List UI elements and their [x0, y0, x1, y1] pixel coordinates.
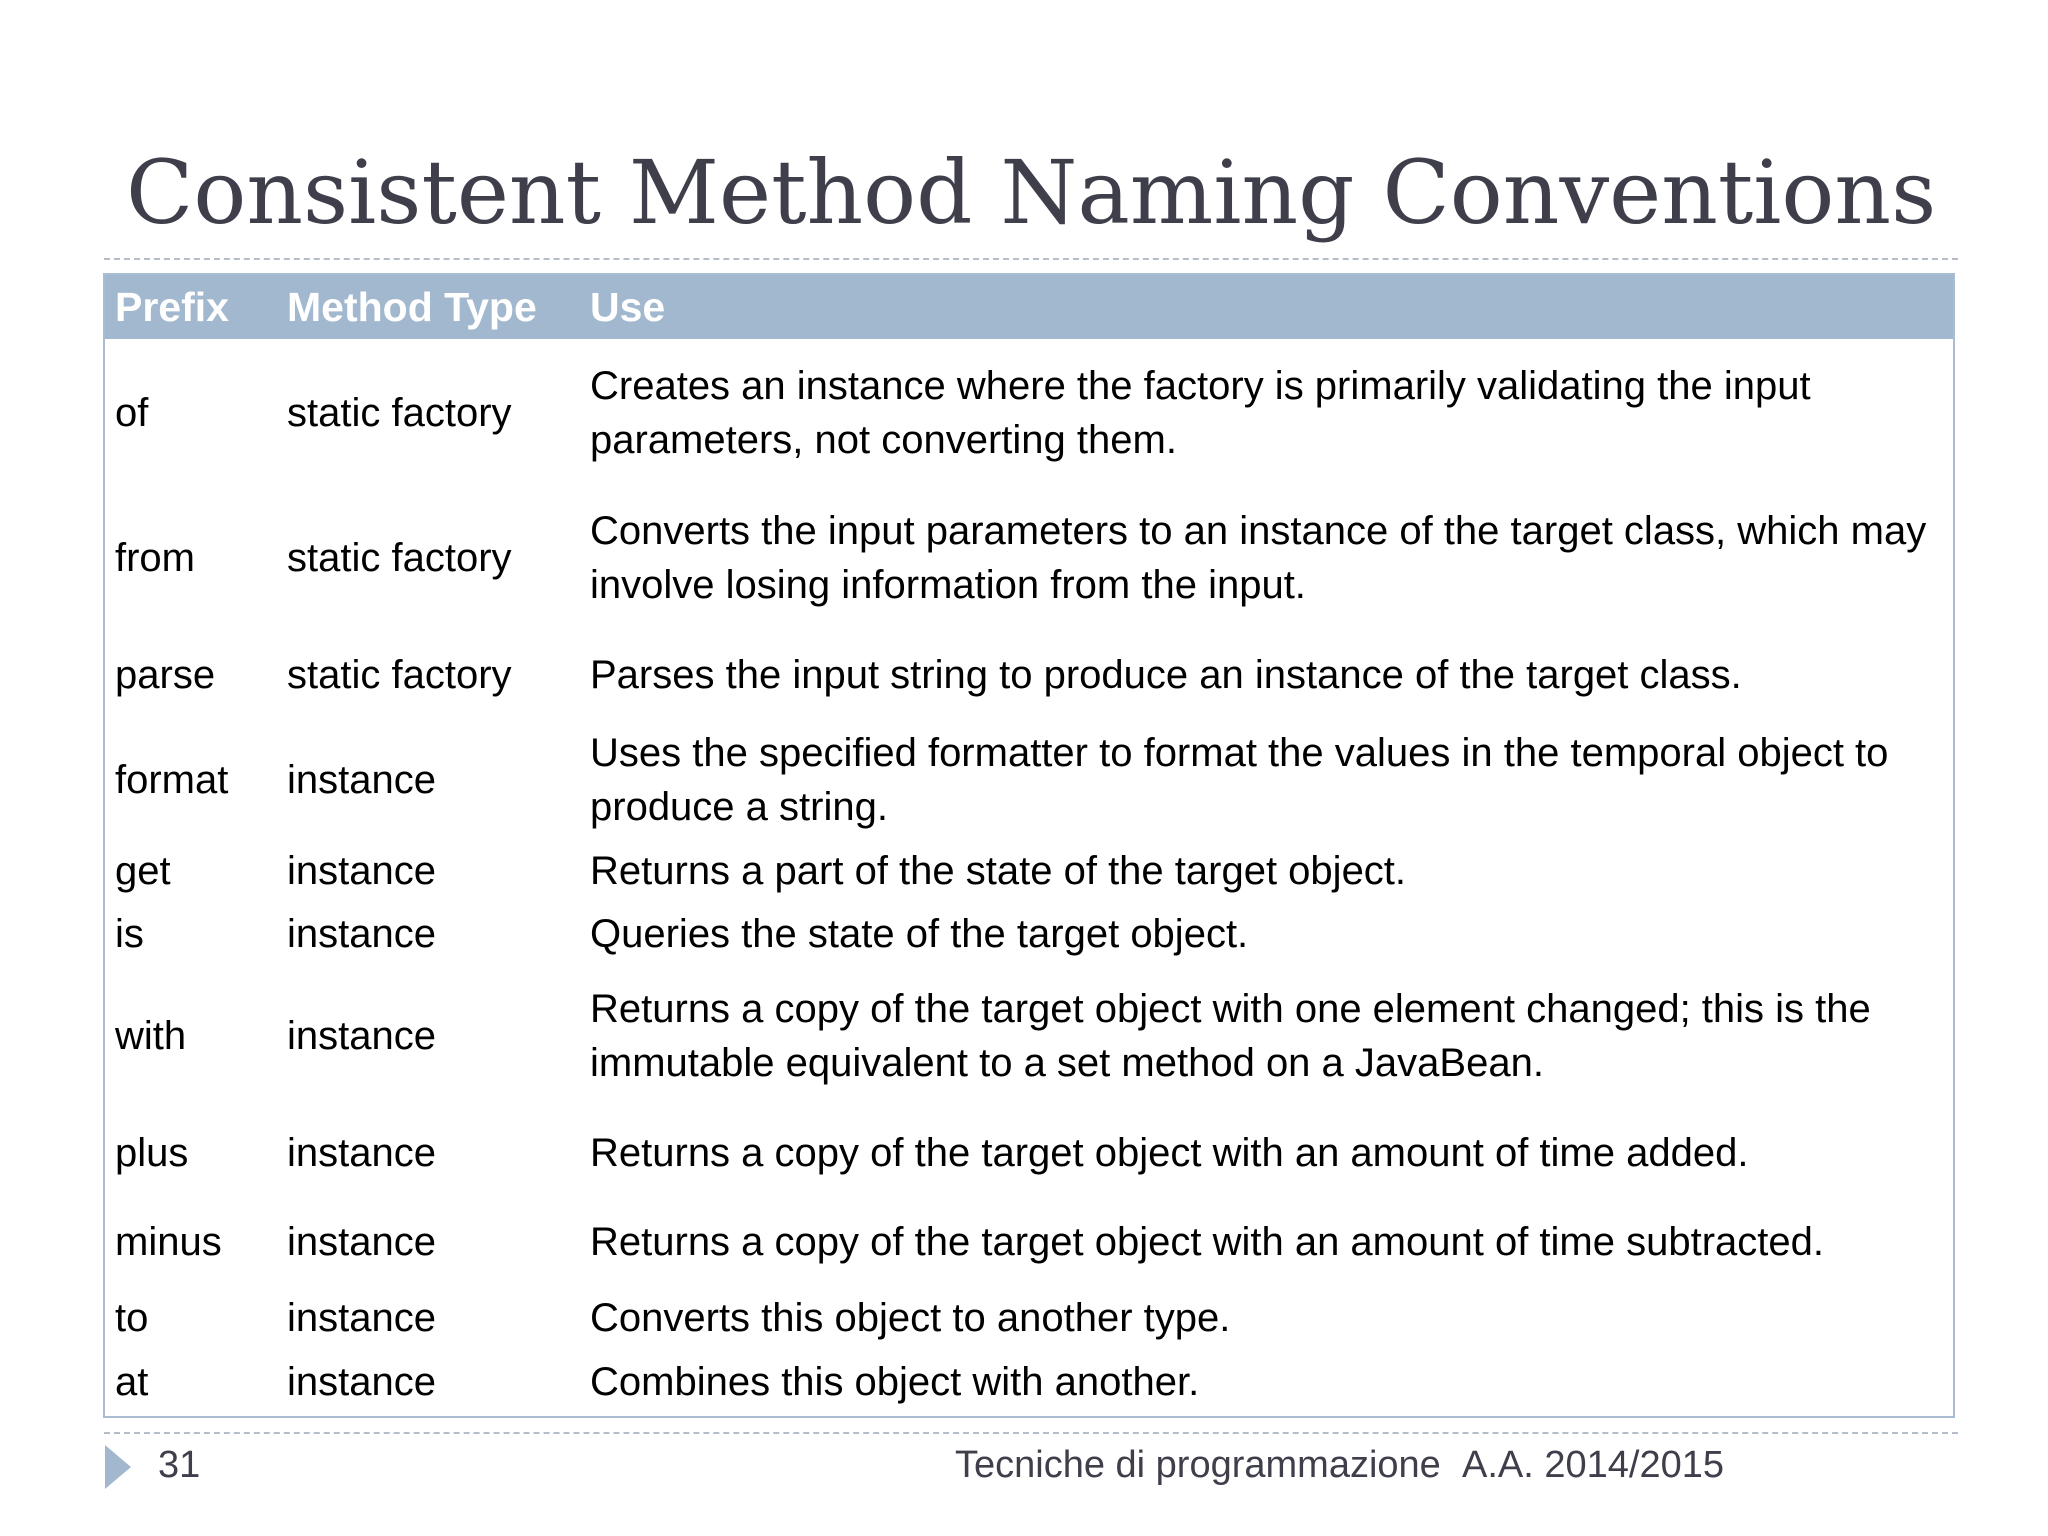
use-cell: Queries the state of the target object.: [590, 912, 1249, 956]
use-cell: Returns a part of the state of the target object.: [590, 849, 1407, 893]
method-type-cell: instance: [287, 1296, 436, 1340]
method-type-cell: instance: [287, 1220, 436, 1264]
prefix-cell: minus: [115, 1220, 222, 1264]
use-cell: Creates an instance where the factory is primarily validating the input parameters, not converting them.: [590, 364, 1811, 462]
method-type-cell: instance: [287, 1131, 436, 1175]
use-cell: Converts the input parameters to an instance of the target class, which may involve losing information from the input.: [590, 509, 1927, 607]
footer-academic-year: A.A. 2014/2015: [1462, 1444, 1724, 1486]
prefix-cell: to: [115, 1296, 149, 1340]
table-row: [105, 965, 1953, 1107]
table-row: [105, 1107, 1953, 1199]
prefix-cell: is: [115, 912, 144, 956]
prefix-cell: from: [115, 536, 195, 580]
use-cell: Returns a copy of the target object with one element changed; this is the immutable equivalent to a set method on a JavaBean.: [590, 987, 1871, 1085]
method-type-cell: instance: [287, 1014, 436, 1058]
table-row: [105, 721, 1953, 839]
table-header: [105, 275, 1953, 339]
prefix-cell: with: [115, 1014, 187, 1058]
table-row: [105, 903, 1953, 965]
table-row: [105, 1199, 1953, 1285]
method-type-cell: instance: [287, 1360, 436, 1404]
header-use: Use: [590, 284, 666, 330]
prefix-cell: plus: [115, 1131, 189, 1175]
table-row: [105, 839, 1953, 903]
table-row: [105, 1351, 1953, 1413]
method-type-cell: static factory: [287, 391, 512, 435]
page-number: 31: [158, 1444, 201, 1486]
use-cell: Returns a copy of the target object with an amount of time subtracted.: [590, 1220, 1825, 1264]
naming-conventions-table: [103, 273, 1955, 1418]
table-row: [105, 339, 1953, 487]
table-row: [105, 487, 1953, 629]
use-cell: Returns a copy of the target object with an amount of time added.: [590, 1131, 1749, 1175]
prefix-cell: of: [115, 391, 149, 435]
prefix-cell: get: [115, 849, 171, 893]
use-cell: Parses the input string to produce an instance of the target class.: [590, 653, 1742, 697]
method-type-cell: instance: [287, 849, 436, 893]
method-type-cell: instance: [287, 758, 436, 802]
footer-course-title: Tecniche di programmazione: [955, 1444, 1441, 1486]
title-divider: [104, 258, 1958, 260]
use-cell: Combines this object with another.: [590, 1360, 1200, 1404]
header-prefix: Prefix: [115, 284, 229, 330]
prefix-cell: at: [115, 1360, 149, 1404]
use-cell: Uses the specified formatter to format the values in the temporal object to produce a string.: [590, 731, 1889, 829]
footer-divider: [104, 1432, 1958, 1434]
prefix-cell: parse: [115, 653, 216, 697]
prefix-cell: format: [115, 758, 229, 802]
slide-title: Consistent Method Naming Conventions: [126, 141, 1937, 244]
table-row: [105, 1285, 1953, 1351]
triangle-right-icon: [105, 1445, 131, 1489]
use-cell: Converts this object to another type.: [590, 1296, 1231, 1340]
method-type-cell: static factory: [287, 536, 512, 580]
table-row: [105, 629, 1953, 721]
method-type-cell: static factory: [287, 653, 512, 697]
method-type-cell: instance: [287, 912, 436, 956]
header-method-type: Method Type: [287, 284, 537, 330]
